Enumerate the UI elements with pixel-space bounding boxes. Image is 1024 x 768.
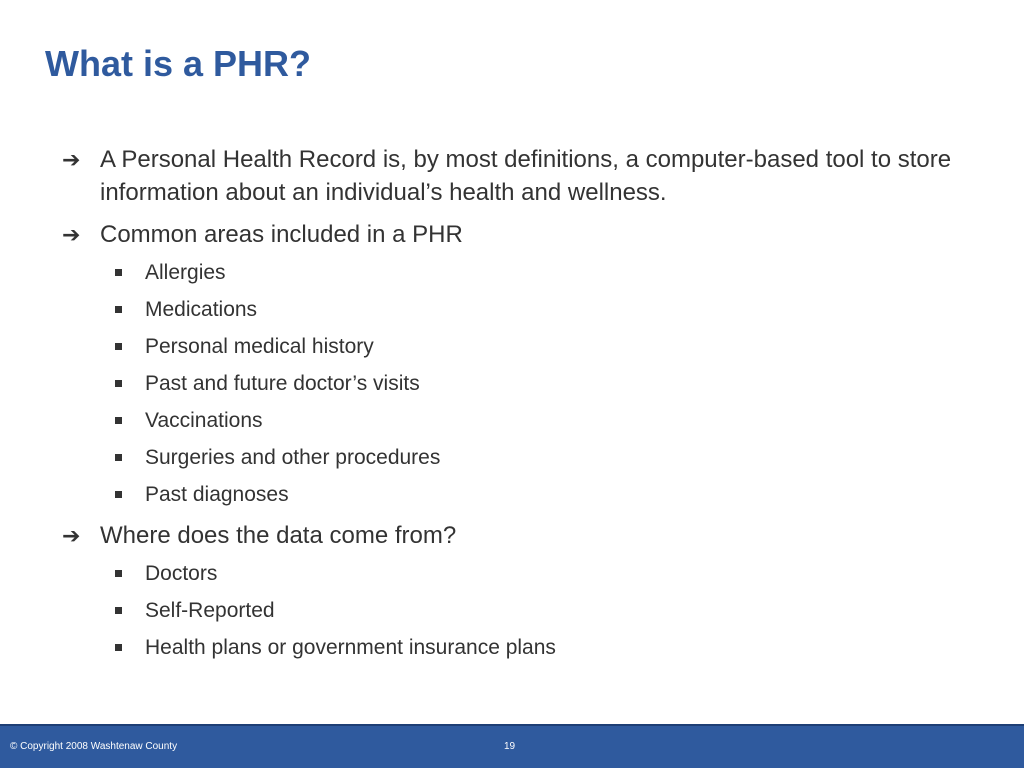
square-bullet-icon <box>115 417 122 424</box>
square-bullet-icon <box>115 607 122 614</box>
square-bullet-icon <box>115 269 122 276</box>
list-item-text: Personal medical history <box>145 335 374 358</box>
list-item <box>62 365 982 402</box>
list-item-text: Health plans or government insurance plans <box>145 636 556 659</box>
common-areas-list <box>62 254 982 513</box>
slide-title: What is a PHR? <box>45 43 312 84</box>
list-item-text: Doctors <box>145 562 218 585</box>
list-item-text: Allergies <box>145 261 226 284</box>
slide-content <box>62 143 982 672</box>
bullet-common-areas <box>62 218 982 251</box>
square-bullet-icon <box>115 454 122 461</box>
list-item-text: Self-Reported <box>145 599 275 622</box>
bullet-text: Common areas included in a PHR <box>100 221 463 248</box>
list-item <box>62 555 982 592</box>
list-item <box>62 402 982 439</box>
list-item-text: Past and future doctor’s visits <box>145 372 420 395</box>
square-bullet-icon <box>115 343 122 350</box>
list-item-text: Vaccinations <box>145 409 263 432</box>
square-bullet-icon <box>115 380 122 387</box>
square-bullet-icon <box>115 491 122 498</box>
bullet-text: A Personal Health Record is, by most definitions, a computer-based tool to store information about an individual’s health and wellness. <box>100 146 952 206</box>
square-bullet-icon <box>115 306 122 313</box>
footer-copyright: © Copyright 2008 Washtenaw County <box>10 741 178 752</box>
arrow-right-icon: ➔ <box>62 147 81 172</box>
list-item <box>62 328 982 365</box>
bullet-phr-definition <box>62 143 982 209</box>
page-number: 19 <box>504 741 516 752</box>
list-item <box>62 254 982 291</box>
list-item-text: Past diagnoses <box>145 483 289 506</box>
arrow-right-icon: ➔ <box>62 523 81 548</box>
list-item-text: Medications <box>145 298 258 321</box>
square-bullet-icon <box>115 644 122 651</box>
data-source-list <box>62 555 982 666</box>
bullet-text: Where does the data come from? <box>100 522 457 549</box>
list-item <box>62 476 982 513</box>
list-item <box>62 291 982 328</box>
square-bullet-icon <box>115 570 122 577</box>
footer-bar <box>0 724 1024 768</box>
list-item <box>62 629 982 666</box>
arrow-right-icon: ➔ <box>62 222 81 247</box>
list-item-text: Surgeries and other procedures <box>145 446 441 469</box>
bullet-data-source <box>62 519 982 552</box>
list-item <box>62 439 982 476</box>
list-item <box>62 592 982 629</box>
